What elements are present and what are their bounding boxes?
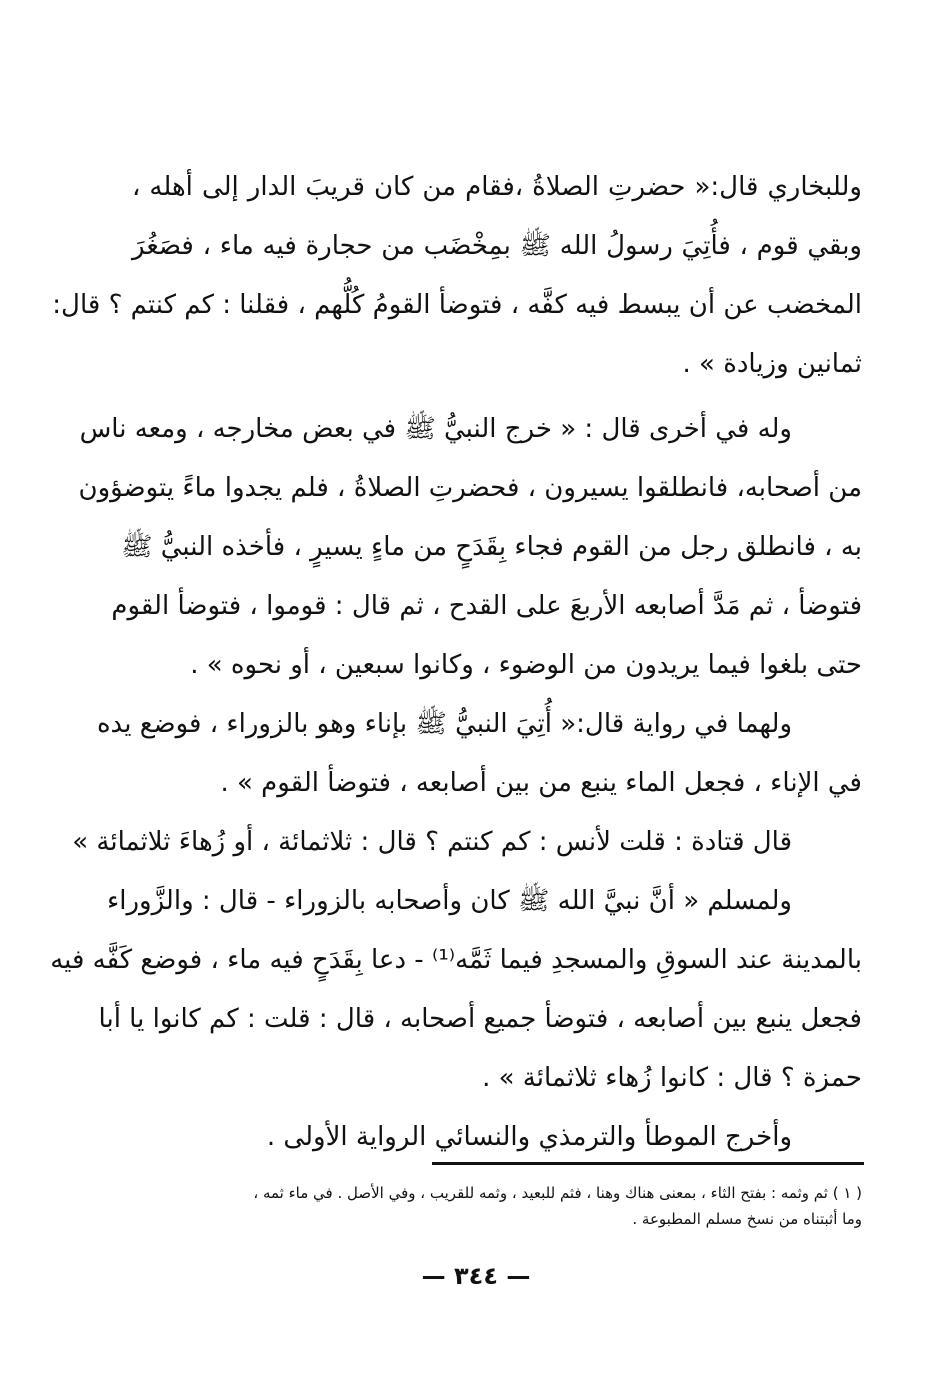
text-line: ثمانين وزيادة » . [682, 349, 862, 379]
paragraph-6 [132, 1108, 862, 1167]
text-line: به ، فانطلق رجل من القوم فجاء بِقَدَحٍ من ماءٍ يسيرٍ ، فأخذه النبيُّ ﷺ [121, 532, 862, 562]
text-line: وبقي قوم ، فأُتِيَ رسولُ الله ﷺ بمِخْضَب من حجارة فيه ماء ، فصَغُرَ [132, 231, 862, 261]
footnote-line: وما أثبتناه من نسخ مسلم المطبوعة . [632, 1210, 862, 1228]
text-line: في الإناء ، فجعل الماء ينبع من بين أصابعه ، فتوضأ القوم » . [220, 768, 862, 798]
paragraph-3 [96, 695, 862, 813]
text-line: وله في أخرى قال : « خرج النبيُّ ﷺ في بعض مخارجه ، ومعه ناس [79, 414, 792, 444]
text-line: وللبخاري قال:« حضرتِ الصلاةُ ،فقام من كان قريبَ الدار إلى أهله ، [132, 172, 862, 202]
text-line: فجعل ينبع بين أصابعه ، فتوضأ جميع أصحابه ، قال : قلت : كم كانوا يا أبا [98, 1004, 862, 1034]
footnotes [132, 1180, 862, 1232]
text-line: فتوضأ ، ثم مَدَّ أصابعه الأربعَ على القدح ، ثم قال : قوموا ، فتوضأ القوم [111, 591, 862, 621]
text-line: حمزة ؟ قال : كانوا زُهاء ثلاثمائة » . [482, 1063, 862, 1093]
text-line: وأخرج الموطأ والترمذي والنسائي الرواية الأولى . [266, 1122, 792, 1152]
text-line: المخضب عن أن يبسط فيه كفَّه ، فتوضأ القومُ كُلُّهم ، فقلنا : كم كنتم ؟ قال: [52, 290, 862, 320]
main-text [50, 158, 862, 1167]
paragraph-5 [50, 872, 862, 1108]
text-line: قال قتادة : قلت لأنس : كم كنتم ؟ قال : ثلاثمائة ، أو زُهاءَ ثلاثمائة » [72, 827, 792, 857]
text-line: حتى بلغوا فيما يريدون من الوضوء ، وكانوا سبعين ، أو نحوه » . [190, 650, 862, 680]
footnote-line: ( ١ ) ثم وثمه : بفتح الثاء ، بمعنى هناك وهنا ، فثم للبعيد ، وثمه للقريب ، وفي الأصل . في ماء ثمه ، [253, 1184, 862, 1202]
text-line: ولهما في رواية قال:« أُتِيَ النبيُّ ﷺ بإناء وهو بالزوراء ، فوضع يده [96, 709, 792, 739]
paragraph-4 [72, 813, 862, 872]
text-line: ولمسلم « أنَّ نبيَّ الله ﷺ كان وأصحابه بالزوراء - قال : والزَّوراء [107, 886, 792, 916]
text-line: بالمدينة عند السوقِ والمسجدِ فيما ثَمَّه⁽¹⁾ - دعا بِقَدَحٍ فيه ماء ، فوضع كَفَّه فيه [50, 945, 862, 975]
text-line: من أصحابه، فانطلقوا يسيرون ، فحضرتِ الصلاةُ ، فلم يجدوا ماءً يتوضؤون [78, 473, 862, 503]
footnote-divider [432, 1162, 864, 1165]
page-number: — ٣٤٤ — [421, 1262, 531, 1290]
paragraph-2 [78, 400, 862, 695]
paragraph-1 [52, 158, 862, 394]
